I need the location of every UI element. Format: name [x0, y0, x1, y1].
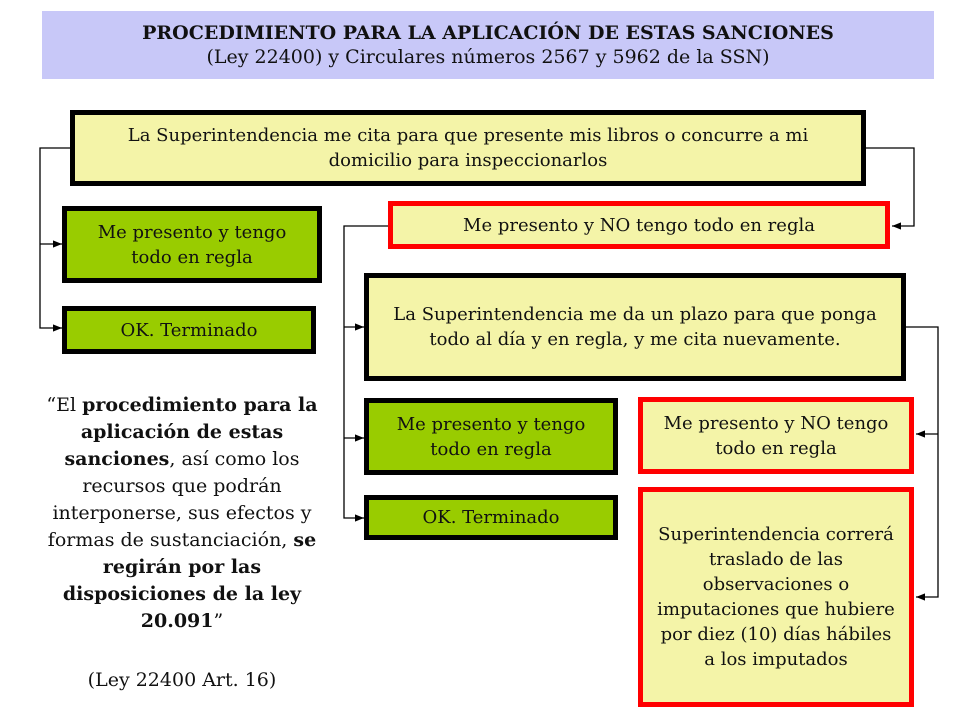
- box-not-ok-second: Me presento y NO tengo todo en regla: [638, 397, 914, 474]
- diagram-title: PROCEDIMIENTO PARA LA APLICACIÓN DE ESTAS SANCIONES: [142, 21, 834, 44]
- box-ok-second: Me presento y tengo todo en regla: [364, 398, 618, 475]
- quote-open: “El: [46, 394, 83, 416]
- quote-bold-procedure: procedimiento para la aplicación de estas sanciones: [64, 394, 318, 470]
- box-done-first: OK. Terminado: [62, 306, 316, 354]
- box-citation: La Superintendencia me cita para que presente mis libros o concurre a mi domicilio para inspeccionarlos: [70, 110, 866, 186]
- quote-close: ”: [213, 610, 224, 632]
- box-ok-first: Me presento y tengo todo en regla: [62, 206, 322, 283]
- quote-citation: (Ley 22400 Art. 16): [87, 669, 277, 691]
- law-quote: [32, 392, 332, 635]
- box-not-ok-first: Me presento y NO tengo todo en regla: [388, 201, 890, 249]
- box-done-second: OK. Terminado: [364, 495, 618, 540]
- box-transfer: Superintendencia correrá traslado de las observaciones o imputaciones que hubiere por diez (10) días hábiles a los imputados: [638, 487, 914, 707]
- diagram-subtitle: (Ley 22400) y Circulares números 2567 y 5962 de la SSN): [206, 45, 770, 68]
- quote-body: , así como los recursos que podrán interponerse, sus efectos y formas de sustanciación,: [47, 448, 312, 551]
- box-deadline: La Superintendencia me da un plazo para que ponga todo al día y en regla, y me cita nuevamente.: [364, 273, 906, 381]
- quote-bold-law: se regirán por las disposiciones de la ley 20.091: [62, 529, 317, 632]
